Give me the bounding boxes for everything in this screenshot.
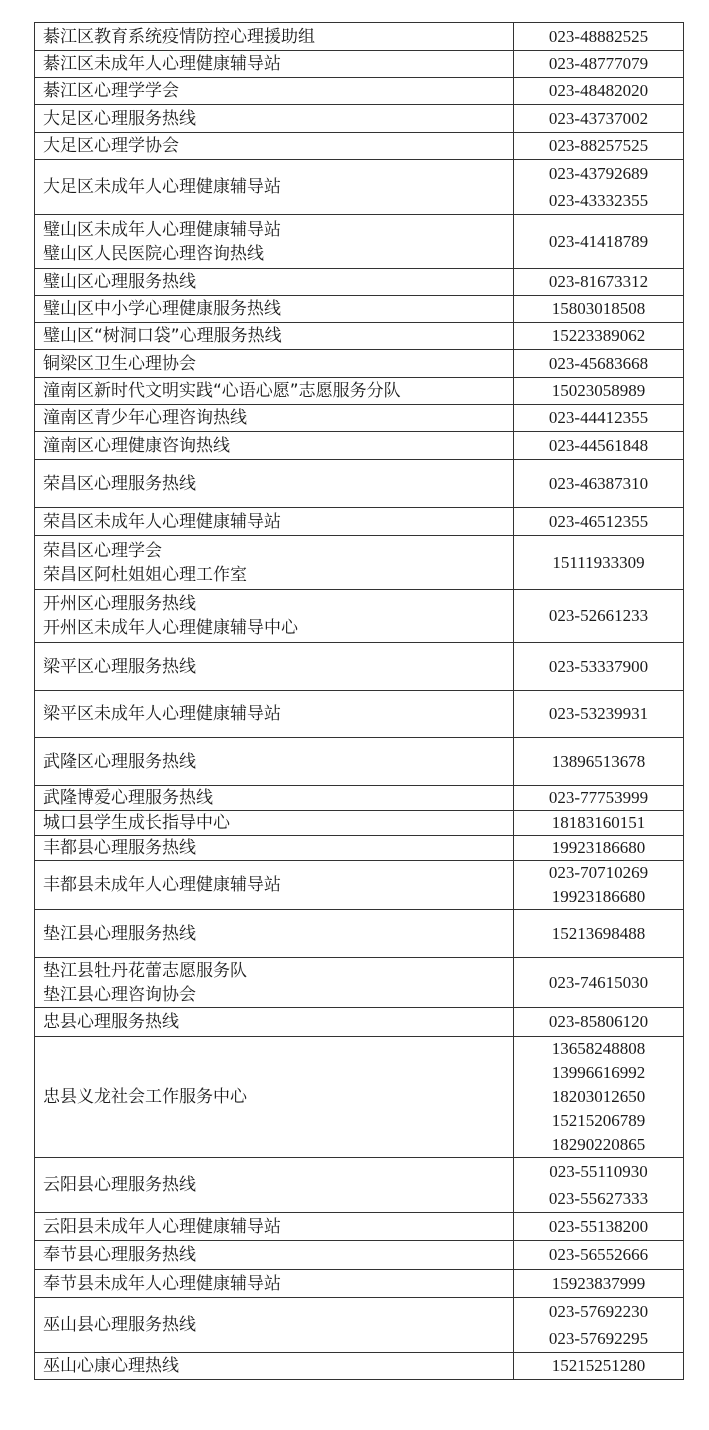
organization-name-cell (35, 1241, 514, 1270)
organization-name: 大足区心理学协会 (43, 136, 179, 156)
table-row (35, 296, 684, 323)
organization-name: 梁平区心理服务热线 (43, 656, 196, 677)
organization-name-cell (35, 269, 514, 296)
phone-number-cell (514, 160, 684, 215)
organization-name-cell (35, 590, 514, 643)
organization-name-cell (35, 1298, 514, 1353)
phone-number: 023-43792689 (548, 164, 649, 183)
organization-name-cell (35, 508, 514, 536)
organization-name-cell (35, 460, 514, 508)
table-row (35, 378, 684, 405)
phone-number: 023-53239931 (548, 704, 649, 723)
organization-name-cell (35, 691, 514, 738)
phone-number-cell (514, 1270, 684, 1298)
phone-number: 023-57692295 (548, 1329, 649, 1348)
organization-name: 忠县义龙社会工作服务中心 (43, 1087, 247, 1107)
phone-number: 15023058989 (551, 381, 646, 400)
organization-name-cell (35, 133, 514, 160)
phone-number: 023-41418789 (548, 231, 649, 251)
organization-name: 垫江县心理咨询协会 (43, 984, 196, 1005)
organization-name-cell (35, 786, 514, 811)
organization-name: 铜梁区卫生心理协会 (43, 353, 196, 374)
organization-name: 璧山区人民医院心理咨询热线 (43, 243, 264, 264)
phone-number-cell (514, 215, 684, 269)
table-row (35, 160, 684, 215)
organization-name: 忠县心理服务热线 (43, 1012, 179, 1032)
table-row (35, 1037, 684, 1158)
phone-number-cell (514, 1158, 684, 1213)
organization-name: 巫山县心理服务热线 (43, 1315, 196, 1335)
organization-name-cell (35, 296, 514, 323)
phone-number-cell (514, 432, 684, 460)
phone-number: 15803018508 (551, 299, 646, 318)
phone-number: 13896513678 (551, 751, 646, 771)
phone-number: 13658248808 (551, 1039, 646, 1058)
organization-name-cell (35, 78, 514, 105)
organization-name-cell (35, 1213, 514, 1241)
organization-name-cell (35, 811, 514, 836)
organization-name: 潼南区心理健康咨询热线 (43, 435, 230, 456)
phone-number: 023-52661233 (548, 606, 649, 625)
table-row (35, 811, 684, 836)
table-row (35, 323, 684, 350)
table-row (35, 78, 684, 105)
phone-number-cell (514, 133, 684, 160)
table-row (35, 133, 684, 160)
organization-name: 潼南区新时代文明实践“心语心愿”志愿服务分队 (43, 381, 401, 401)
phone-number-cell (514, 1037, 684, 1158)
phone-number: 023-74615030 (548, 972, 649, 992)
table-row (35, 1353, 684, 1380)
phone-number: 18183160151 (551, 813, 646, 832)
organization-name: 云阳县心理服务热线 (43, 1175, 196, 1195)
phone-number: 023-44412355 (548, 408, 649, 427)
organization-name-cell (35, 861, 514, 910)
phone-number-cell (514, 78, 684, 105)
organization-name: 大足区心理服务热线 (43, 108, 196, 129)
table-row (35, 738, 684, 786)
phone-number-cell (514, 350, 684, 378)
table-row (35, 432, 684, 460)
organization-name: 綦江区未成年人心理健康辅导站 (43, 54, 281, 74)
table-row (35, 215, 684, 269)
phone-number-cell (514, 405, 684, 432)
phone-number: 023-56552666 (548, 1245, 649, 1264)
table-row (35, 508, 684, 536)
table-row (35, 1213, 684, 1241)
organization-name-cell (35, 910, 514, 958)
table-row (35, 23, 684, 51)
phone-number-cell (514, 269, 684, 296)
phone-number: 19923186680 (551, 887, 646, 906)
organization-name: 荣昌区心理服务热线 (43, 473, 196, 494)
phone-number-cell (514, 1008, 684, 1037)
phone-number-cell (514, 1213, 684, 1241)
table-row (35, 958, 684, 1008)
table-row (35, 1158, 684, 1213)
phone-number-cell (514, 536, 684, 590)
table-row (35, 910, 684, 958)
phone-number-cell (514, 786, 684, 811)
phone-number-cell (514, 1353, 684, 1380)
organization-name: 奉节县心理服务热线 (43, 1245, 196, 1265)
phone-number-cell (514, 861, 684, 910)
organization-name: 璧山区中小学心理健康服务热线 (43, 299, 281, 319)
phone-number: 15215206789 (551, 1111, 646, 1130)
organization-name: 璧山区心理服务热线 (43, 272, 196, 292)
organization-name-cell (35, 215, 514, 269)
phone-number-cell (514, 378, 684, 405)
phone-number: 023-43737002 (548, 108, 649, 128)
organization-name-cell (35, 836, 514, 861)
phone-number-cell (514, 691, 684, 738)
table-row (35, 1008, 684, 1037)
phone-number: 15213698488 (551, 923, 646, 943)
table-row (35, 1241, 684, 1270)
phone-number-cell (514, 643, 684, 691)
phone-number: 19923186680 (551, 838, 646, 857)
organization-name-cell (35, 105, 514, 133)
organization-name: 丰都县未成年人心理健康辅导站 (43, 875, 281, 895)
organization-name-cell (35, 1037, 514, 1158)
phone-number: 023-48882525 (548, 26, 649, 46)
phone-number: 023-53337900 (548, 656, 649, 676)
organization-name: 巫山心康心理热线 (43, 1356, 179, 1376)
phone-number-cell (514, 105, 684, 133)
organization-name: 綦江区教育系统疫情防控心理援助组 (43, 26, 315, 47)
organization-name: 奉节县未成年人心理健康辅导站 (43, 1273, 281, 1294)
phone-number: 023-48777079 (548, 54, 649, 73)
phone-number: 023-46512355 (548, 511, 649, 531)
phone-number: 15215251280 (551, 1356, 646, 1375)
phone-number-cell (514, 1298, 684, 1353)
phone-number: 18290220865 (551, 1135, 646, 1154)
phone-number: 15223389062 (551, 326, 646, 345)
organization-name-cell (35, 1158, 514, 1213)
table-row (35, 460, 684, 508)
organization-name-cell (35, 160, 514, 215)
table-row (35, 1270, 684, 1298)
table-row (35, 643, 684, 691)
organization-name-cell (35, 405, 514, 432)
organization-name: 荣昌区心理学会 (43, 540, 162, 561)
organization-name-cell (35, 23, 514, 51)
hotline-table (34, 22, 684, 1380)
organization-name-cell (35, 1270, 514, 1298)
phone-number-cell (514, 460, 684, 508)
phone-number: 023-55138200 (548, 1216, 649, 1236)
organization-name-cell (35, 958, 514, 1008)
table-row (35, 350, 684, 378)
table-row (35, 590, 684, 643)
table-row (35, 105, 684, 133)
phone-number: 023-46387310 (548, 473, 649, 493)
phone-number: 023-88257525 (548, 136, 649, 155)
phone-number-cell (514, 836, 684, 861)
organization-name: 丰都县心理服务热线 (43, 838, 196, 858)
table-row (35, 269, 684, 296)
organization-name: 武隆区心理服务热线 (43, 751, 196, 772)
phone-number-cell (514, 910, 684, 958)
phone-number: 15923837999 (551, 1273, 646, 1293)
organization-name: 垫江县牡丹花蕾志愿服务队 (43, 960, 247, 981)
phone-number: 023-70710269 (548, 863, 649, 882)
phone-number-cell (514, 51, 684, 78)
organization-name-cell (35, 432, 514, 460)
organization-name: 荣昌区未成年人心理健康辅导站 (43, 511, 281, 532)
phone-number: 13996616992 (551, 1063, 646, 1082)
phone-number: 023-44561848 (548, 435, 649, 455)
organization-name-cell (35, 323, 514, 350)
phone-number: 023-85806120 (548, 1012, 649, 1031)
phone-number: 023-48482020 (548, 81, 649, 100)
phone-number-cell (514, 323, 684, 350)
phone-number-cell (514, 508, 684, 536)
organization-name: 武隆博爱心理服务热线 (43, 788, 213, 808)
organization-name: 荣昌区阿杜姐姐心理工作室 (43, 564, 247, 585)
table-row (35, 691, 684, 738)
table-row (35, 536, 684, 590)
organization-name-cell (35, 643, 514, 691)
phone-number: 023-57692230 (548, 1302, 649, 1321)
organization-name: 垫江县心理服务热线 (43, 923, 196, 944)
organization-name-cell (35, 738, 514, 786)
organization-name-cell (35, 1008, 514, 1037)
phone-number-cell (514, 23, 684, 51)
organization-name: 大足区未成年人心理健康辅导站 (43, 177, 281, 197)
table-row (35, 786, 684, 811)
phone-number: 023-55627333 (548, 1189, 649, 1208)
table-row (35, 836, 684, 861)
organization-name-cell (35, 1353, 514, 1380)
organization-name: 云阳县未成年人心理健康辅导站 (43, 1216, 281, 1237)
phone-number: 023-77753999 (548, 788, 649, 807)
organization-name-cell (35, 378, 514, 405)
phone-number: 023-45683668 (548, 353, 649, 373)
hotline-table-body (35, 23, 684, 1380)
phone-number-cell (514, 811, 684, 836)
table-row (35, 51, 684, 78)
organization-name-cell (35, 51, 514, 78)
organization-name: 璧山区未成年人心理健康辅导站 (43, 219, 281, 240)
table-row (35, 1298, 684, 1353)
organization-name: 城口县学生成长指导中心 (43, 813, 230, 833)
organization-name-cell (35, 350, 514, 378)
phone-number-cell (514, 590, 684, 643)
phone-number: 023-55110930 (549, 1162, 648, 1181)
phone-number: 15111933309 (552, 552, 645, 572)
organization-name: 梁平区未成年人心理健康辅导站 (43, 704, 281, 724)
organization-name-cell (35, 536, 514, 590)
table-row (35, 861, 684, 910)
phone-number-cell (514, 738, 684, 786)
phone-number: 023-43332355 (548, 191, 649, 210)
organization-name: 綦江区心理学学会 (43, 81, 179, 101)
phone-number-cell (514, 1241, 684, 1270)
organization-name: 璧山区“树洞口袋”心理服务热线 (43, 326, 282, 346)
phone-number-cell (514, 296, 684, 323)
phone-number-cell (514, 958, 684, 1008)
organization-name: 开州区心理服务热线 (43, 594, 196, 614)
table-row (35, 405, 684, 432)
organization-name: 开州区未成年人心理健康辅导中心 (43, 618, 298, 638)
organization-name: 潼南区青少年心理咨询热线 (43, 408, 247, 428)
phone-number: 18203012650 (551, 1087, 646, 1106)
phone-number: 023-81673312 (548, 272, 649, 291)
